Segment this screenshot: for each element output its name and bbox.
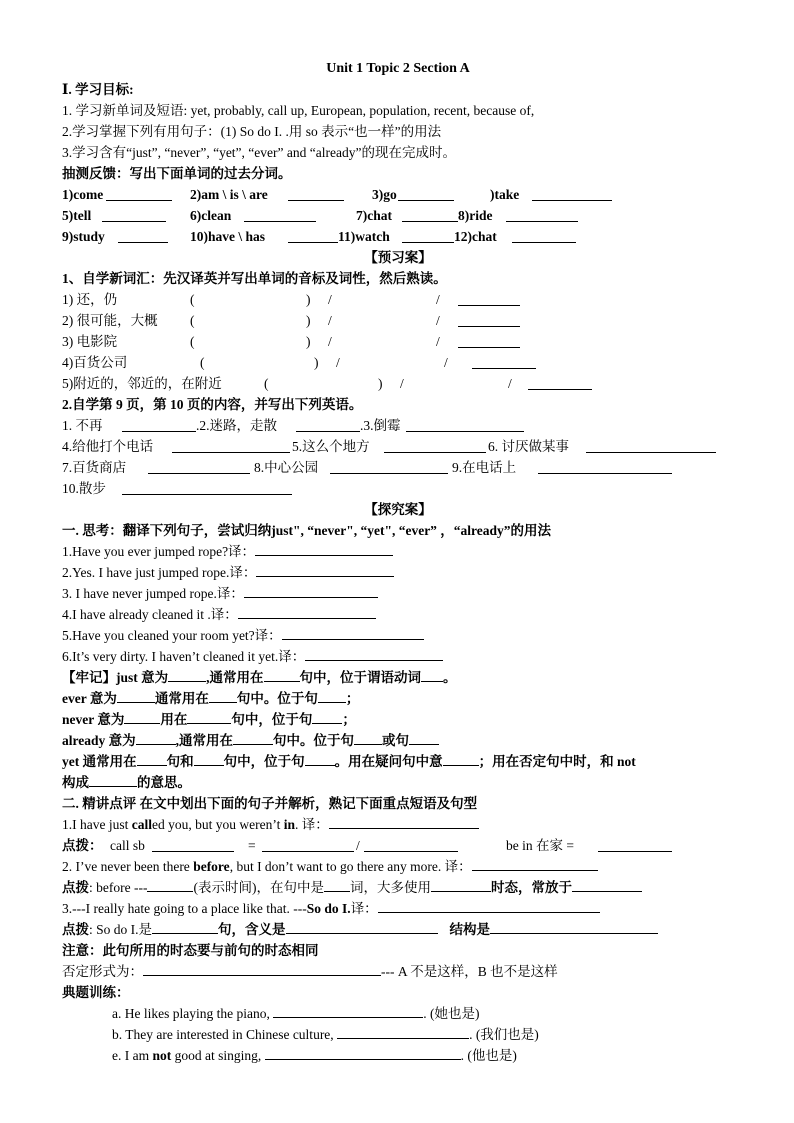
answer-blank[interactable] (324, 877, 350, 892)
answer-blank[interactable] (265, 1045, 461, 1060)
worksheet-page (62, 58, 734, 1066)
phrase-meaning: .3.倒霉 (360, 418, 401, 433)
answer-blank[interactable] (238, 604, 376, 619)
memo-text: 通常用在 (154, 691, 209, 706)
preview-part1: 1、自学新词汇：先汉译英并写出单词的音标及词性，然后熟读。 (62, 271, 447, 286)
memo-text: ever 意为 (62, 691, 117, 706)
answer-blank[interactable] (136, 730, 176, 745)
memo-text: 或句 (382, 733, 409, 748)
vocab-meaning: 1) 还，仍 (62, 292, 118, 307)
memo-text: 句中。位于句 (273, 733, 354, 748)
memo-text: already 意为 (62, 733, 136, 748)
vocab-row: 2) 很可能，大概 ( ) / / (62, 310, 734, 331)
answer-blank[interactable] (122, 480, 292, 495)
tip-text: call sb (110, 838, 145, 853)
sentence-text: 1.I have just (62, 817, 132, 832)
memo-already (62, 730, 734, 751)
answer-blank[interactable] (194, 751, 224, 766)
memo-text: ,通常用在 (175, 733, 233, 748)
memo-ever (62, 688, 734, 709)
answer-blank[interactable] (490, 919, 658, 934)
translate-row (62, 604, 734, 625)
answer-blank[interactable] (318, 688, 346, 703)
answer-blank[interactable] (506, 207, 578, 222)
goals-heading: Ⅰ. 学习目标: (62, 82, 134, 97)
tip-text: : So do I.是 (89, 922, 153, 937)
vocab-meaning: 4)百货公司 (62, 355, 128, 370)
feedback-row (62, 184, 734, 205)
answer-blank[interactable] (312, 709, 342, 724)
keyword: before (193, 859, 230, 874)
keyword: in (283, 817, 295, 832)
vocab-row: 3) 电影院 ( ) / / (62, 331, 734, 352)
phrase-meaning: 10.散步 (62, 481, 106, 496)
phrase-meaning: 5.这么个地方 (292, 439, 370, 454)
phrase-row (62, 436, 734, 457)
feedback-word: 1)come (62, 187, 104, 202)
answer-blank[interactable] (288, 186, 344, 201)
exercise-text: . (她也是) (423, 1006, 480, 1021)
answer-blank[interactable] (512, 228, 576, 243)
sentence-text: 3. I have never jumped rope.译： (62, 586, 244, 601)
tip-text: 时态，常放于 (490, 880, 572, 895)
exercise-item (62, 1045, 734, 1066)
answer-blank[interactable] (458, 312, 520, 327)
answer-blank[interactable] (409, 730, 439, 745)
memo-text: ；用在否定句中时，和 not (478, 754, 636, 769)
answer-blank[interactable] (288, 228, 338, 243)
keyword: So do I. (306, 901, 351, 916)
sentence-text: 2. I’ve never been there (62, 859, 194, 874)
negative-form (62, 961, 734, 982)
explore-part2: 二. 精讲点评 在文中划出下面的句子并解析，熟记下面重点短语及句型 (62, 796, 478, 811)
vocab-meaning: 2) 很可能，大概 (62, 313, 158, 328)
answer-blank[interactable] (244, 583, 378, 598)
explore-part1: 一. 思考：翻译下列句子，尝试归纳just", “never", “yet", “ever” ，“already”的用法 (62, 523, 552, 538)
feedback-word: 10)have \ has (190, 229, 266, 244)
phrase-meaning: 9.在电话上 (452, 460, 517, 475)
answer-blank[interactable] (398, 186, 454, 201)
phrase-meaning: 1. 不再 (62, 418, 103, 433)
memo-text: 的意思。 (137, 775, 191, 790)
answer-blank[interactable] (384, 438, 486, 453)
sentence-1 (62, 814, 734, 835)
feedback-word: 5)tell (62, 208, 92, 223)
answer-blank[interactable] (273, 1003, 423, 1018)
answer-blank[interactable] (255, 541, 393, 556)
answer-blank[interactable] (364, 837, 458, 852)
answer-blank[interactable] (305, 751, 335, 766)
answer-blank[interactable] (421, 667, 443, 682)
translate-row (62, 625, 734, 646)
tip-label: 点拨 (62, 880, 89, 895)
neg-text: --- A 不是这样，B 也不是这样 (381, 964, 558, 979)
answer-blank[interactable] (443, 751, 479, 766)
tip-text: : before --- (89, 880, 148, 895)
answer-blank[interactable] (458, 291, 520, 306)
answer-blank[interactable] (282, 625, 424, 640)
answer-blank[interactable] (472, 354, 536, 369)
memo-text: 句中，位于句 (231, 712, 313, 727)
exercise-text: e. I am (112, 1048, 153, 1063)
phrase-meaning: .2.迷路，走散 (196, 418, 277, 433)
exercise-text: a. He likes playing the piano, (112, 1006, 274, 1021)
phrase-meaning: 4.给他打个电话 (62, 439, 154, 454)
feedback-word: 3)go (372, 187, 397, 202)
memo-text: yet 通常用在 (62, 754, 137, 769)
exercise-text: good at singing, (171, 1048, 265, 1063)
answer-blank[interactable] (106, 186, 172, 201)
answer-blank[interactable] (354, 730, 382, 745)
answer-blank[interactable] (89, 772, 137, 787)
tip-text: 词，大多使用 (349, 880, 431, 895)
feedback-row (62, 226, 734, 247)
memo-text: 句中，位于句 (223, 754, 305, 769)
vocab-meaning: 3) 电影院 (62, 334, 118, 349)
translate-row (62, 646, 734, 667)
tip-text: be in 在家 = (506, 838, 574, 853)
sentence-text: 5.Have you cleaned your room yet?译： (62, 628, 282, 643)
feedback-word: 7)chat (356, 208, 392, 223)
note: 注意：此句所用的时态要与前句的时态相同 (62, 943, 319, 958)
tip-text: / (356, 838, 360, 853)
tip-text: = (248, 838, 256, 853)
tip-text: 句，含义是 (218, 922, 286, 937)
memo-text: ； (342, 712, 356, 727)
goal-item: 3.学习含有“just”, “never”, “yet”, “ever” and “already”的现在完成时。 (62, 145, 456, 160)
answer-blank[interactable] (264, 667, 300, 682)
exercise-item (62, 1024, 734, 1045)
memo-text: ； (345, 691, 360, 706)
phrase-meaning: 7.百货商店 (62, 460, 127, 475)
goal-item: 2.学习掌握下列有用句子：(1) So do I. .用 so 表示“也一样”的用法 (62, 124, 442, 139)
phrase-meaning: 6. 讨厌做某事 (488, 439, 569, 454)
translate-row (62, 562, 734, 583)
feedback-row (62, 205, 734, 226)
answer-blank[interactable] (337, 1024, 469, 1039)
answer-blank[interactable] (143, 961, 381, 976)
memo-text: 。用在疑问句中意 (334, 754, 443, 769)
answer-blank[interactable] (402, 207, 458, 222)
memo-text: 句中。位于句 (236, 691, 318, 706)
sentence-text: 4.I have already cleaned it .译： (62, 607, 238, 622)
answer-blank[interactable] (538, 459, 672, 474)
memo-text: never 意为 (62, 712, 125, 727)
tip-label: 点拨： (62, 838, 103, 853)
exercise-item (62, 1003, 734, 1024)
answer-blank[interactable] (458, 333, 520, 348)
sentence-text: 译： (350, 901, 378, 916)
sentence-text: 6.It’s very dirty. I haven’t cleaned it yet.译： (62, 649, 306, 664)
memo-text: 构成 (62, 775, 89, 790)
phrase-row (62, 478, 734, 499)
feedback-heading: 抽测反馈：写出下面单词的过去分词。 (62, 166, 292, 181)
answer-blank[interactable] (122, 417, 196, 432)
answer-blank[interactable] (532, 186, 612, 201)
sentence-text: 1.Have you ever jumped rope?译： (62, 544, 256, 559)
memo-just (62, 667, 734, 688)
answer-blank[interactable] (329, 814, 479, 829)
answer-blank[interactable] (209, 688, 237, 703)
tip-2 (62, 877, 734, 898)
answer-blank[interactable] (152, 837, 234, 852)
feedback-word: 2)am \ is \ are (190, 187, 268, 202)
memo-text: 句和 (166, 754, 194, 769)
vocab-row: 5)附近的，邻近的，在附近 ( ) / / (62, 373, 734, 394)
tip-3 (62, 919, 734, 940)
translate-row (62, 541, 734, 562)
sentence-3 (62, 898, 734, 919)
feedback-word: 8)ride (458, 208, 493, 223)
keyword: not (152, 1048, 172, 1063)
feedback-word: 11)watch (338, 229, 390, 244)
memo-text: ,通常用在 (206, 670, 264, 685)
answer-blank[interactable] (296, 417, 360, 432)
answer-blank[interactable] (378, 898, 600, 913)
phrase-meaning: 8.中心公园 (254, 460, 319, 475)
answer-blank[interactable] (262, 837, 354, 852)
answer-blank[interactable] (528, 375, 592, 390)
answer-blank[interactable] (172, 438, 290, 453)
memo-text: 句中，位于谓语动词 (299, 670, 422, 685)
answer-blank[interactable] (102, 207, 166, 222)
exercise-text: . (他也是) (460, 1048, 517, 1063)
answer-blank[interactable] (168, 667, 206, 682)
answer-blank[interactable] (330, 459, 448, 474)
answer-blank[interactable] (286, 919, 438, 934)
phrase-row (62, 415, 734, 436)
answer-blank[interactable] (147, 877, 193, 892)
answer-blank[interactable] (256, 562, 394, 577)
answer-blank[interactable] (472, 856, 598, 871)
answer-blank[interactable] (244, 207, 316, 222)
answer-blank[interactable] (431, 877, 491, 892)
exercise-text: . (我们也是) (469, 1027, 539, 1042)
goal-item: 1. 学习新单词及短语: yet, probably, call up, European, population, recent, because of, (62, 103, 535, 118)
answer-blank[interactable] (598, 837, 672, 852)
sentence-text: , but I don’t want to go there any more. 译： (229, 859, 472, 874)
answer-blank[interactable] (586, 438, 716, 453)
sentence-text: 2.Yes. I have just jumped rope.译： (62, 565, 257, 580)
sentence-2 (62, 856, 734, 877)
vocab-meaning: 5)附近的，邻近的，在附近 (62, 376, 222, 391)
practice-heading: 典题训练： (62, 985, 130, 1000)
answer-blank[interactable] (152, 919, 218, 934)
explore-heading: 【探究案】 (364, 502, 432, 517)
sentence-text: ed you, but you weren’t (152, 817, 284, 832)
vocab-row: 4)百货公司 ( ) / / (62, 352, 734, 373)
feedback-word: )take (490, 187, 520, 202)
answer-blank[interactable] (572, 877, 642, 892)
exercise-text: b. They are interested in Chinese culture, (112, 1027, 338, 1042)
answer-blank[interactable] (117, 688, 155, 703)
preview-part2: 2.自学第 9 页，第 10 页的内容，并写出下列英语。 (62, 397, 363, 412)
answer-blank[interactable] (406, 417, 524, 432)
memo-text: 用在 (160, 712, 188, 727)
answer-blank[interactable] (118, 228, 168, 243)
page-title: Unit 1 Topic 2 Section A (326, 61, 470, 76)
answer-blank[interactable] (305, 646, 443, 661)
feedback-word: 9)study (62, 229, 105, 244)
answer-blank[interactable] (402, 228, 454, 243)
sentence-text: . 译： (295, 817, 329, 832)
vocab-row: 1) 还，仍 ( ) / / (62, 289, 734, 310)
tip-text: 结构是 (449, 922, 491, 937)
preview-heading: 【预习案】 (364, 250, 432, 265)
feedback-word: 6)clean (190, 208, 232, 223)
tip-text: (表示时间)，在句中是 (193, 880, 324, 895)
memo-text: 【牢记】just 意为 (62, 670, 169, 685)
answer-blank[interactable] (233, 730, 273, 745)
translate-row (62, 583, 734, 604)
answer-blank[interactable] (187, 709, 231, 724)
memo-yet (62, 751, 734, 772)
answer-blank[interactable] (148, 459, 250, 474)
sentence-text: 3.---I really hate going to a place like that. --- (62, 901, 307, 916)
tip-1 (62, 835, 734, 856)
keyword: call (131, 817, 152, 832)
memo-yet-cont (62, 772, 734, 793)
answer-blank[interactable] (137, 751, 167, 766)
memo-never (62, 709, 734, 730)
memo-text: 。 (443, 670, 457, 685)
phrase-row (62, 457, 734, 478)
tip-label: 点拨 (62, 922, 89, 937)
answer-blank[interactable] (124, 709, 160, 724)
neg-label: 否定形式为： (62, 964, 143, 979)
feedback-word: 12)chat (454, 229, 497, 244)
